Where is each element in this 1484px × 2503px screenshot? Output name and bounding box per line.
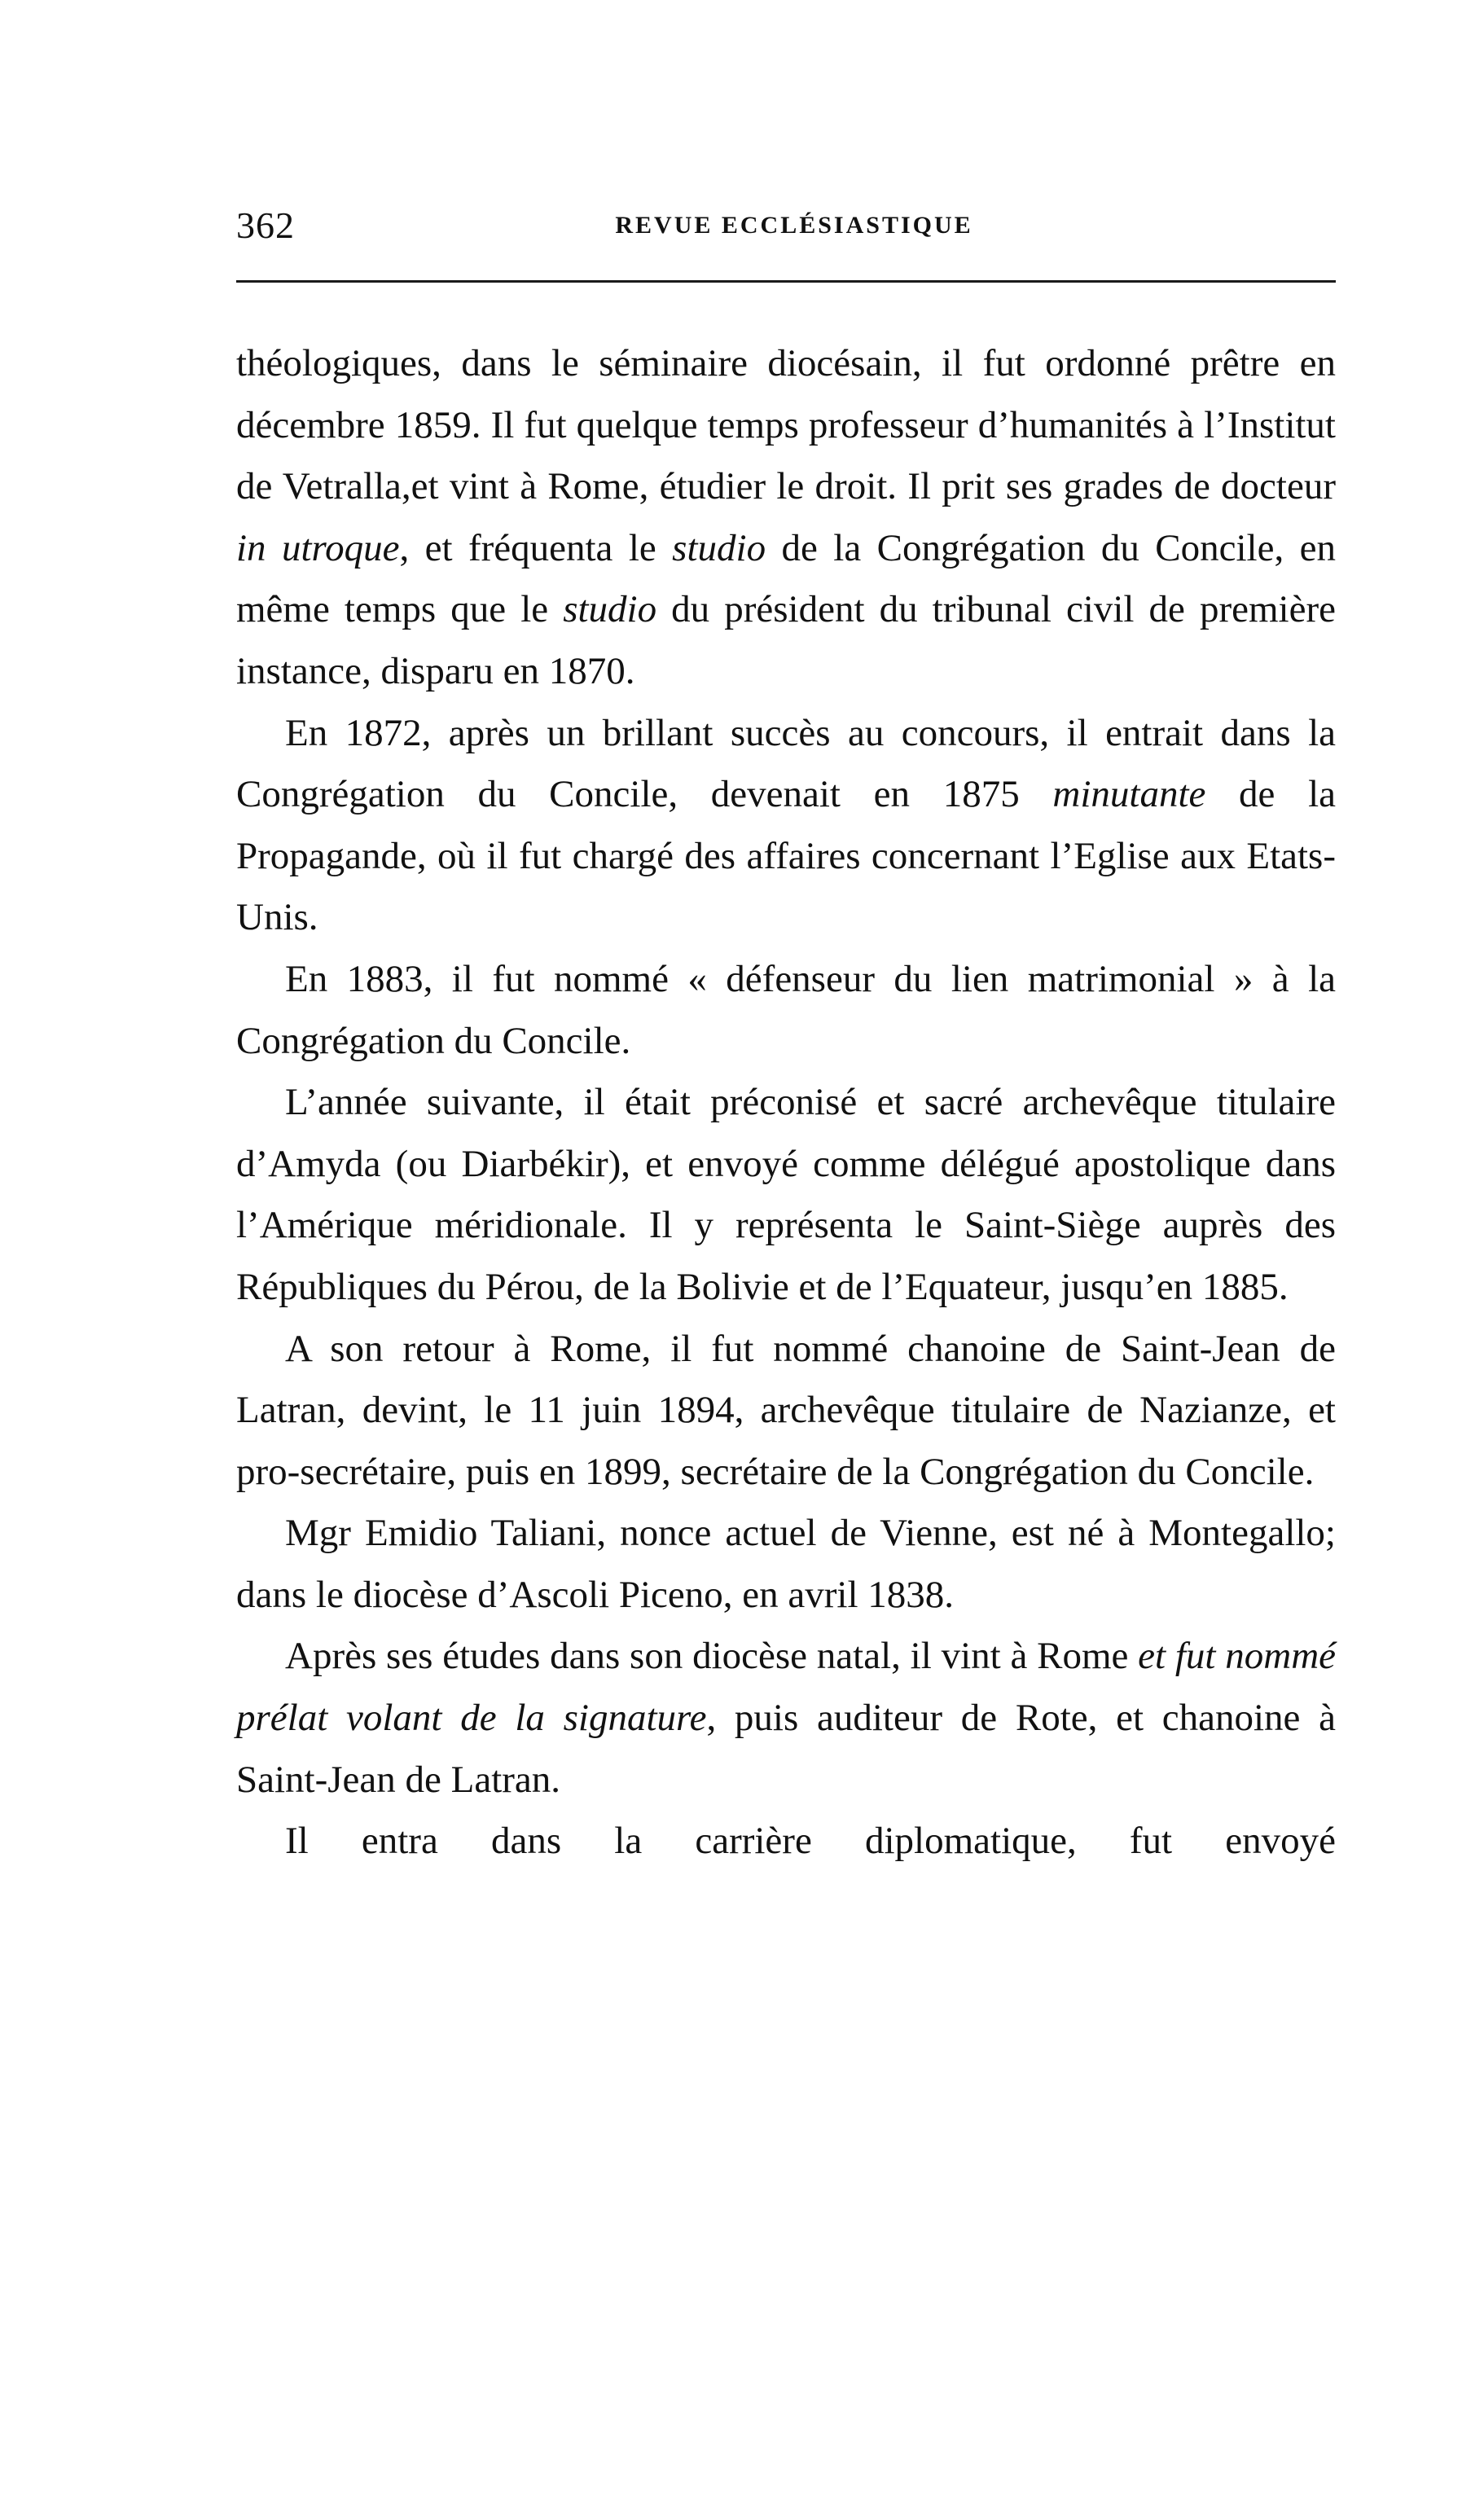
paragraph xyxy=(236,703,1336,949)
running-title: REVUE ECCLÉSIASTIQUE xyxy=(615,212,973,239)
body-text xyxy=(236,333,1336,1873)
text-run: Il entra dans la carrière diplomatique, fut envoyé xyxy=(285,1820,1336,1863)
document-page xyxy=(236,204,1336,1873)
italic-text: studio xyxy=(563,588,657,631)
paragraph xyxy=(236,1626,1336,1811)
paragraph xyxy=(236,333,1336,703)
text-run: de la Congrégation du Concile, en même temps que le xyxy=(236,526,1336,631)
paragraph xyxy=(236,1503,1336,1626)
text-run: Mgr Emidio Taliani, nonce actuel de Vienne, est né à Montegallo; dans le diocèse d’Ascoli Piceno, en avril 1838. xyxy=(236,1512,1336,1616)
text-run: Après ses études dans son diocèse natal, il vint à Rome xyxy=(285,1635,1139,1678)
text-run: L’année suivante, il était préconisé et sacré archevêque titulaire d’Amyda (ou Diarbékir), et envoyé comme délégué apostolique dans l’Amérique méridionale. Il y représenta le Saint-Siège auprès des Républiques du Pérou, de la Bolivie et de l’Equateur, jusqu’en 1885. xyxy=(236,1081,1336,1308)
paragraph xyxy=(236,1319,1336,1504)
italic-text: et fut nommé prélat volant de la signature xyxy=(236,1635,1336,1740)
text-run: En 1872, après un brillant succès au concours, il entrait dans la Congrégation du Concile, devenait en 1875 xyxy=(236,711,1336,816)
paragraph xyxy=(236,949,1336,1072)
header-rule xyxy=(236,280,1336,283)
paragraph xyxy=(236,1811,1336,1873)
text-run: A son retour à Rome, il fut nommé chanoine de Saint-Jean de Latran, devint, le 11 juin 1894, archevêque titulaire de Nazianze, et pro-secrétaire, puis en 1899, secrétaire de la Congrégation du Concile. xyxy=(236,1327,1336,1493)
text-run: du président du tribunal civil de première instance, disparu en 1870. xyxy=(236,588,1336,692)
page-number: 362 xyxy=(236,204,295,246)
italic-text: studio xyxy=(672,526,766,569)
text-run: de la Propagande, où il fut chargé des affaires concernant l’Eglise aux Etats-Unis. xyxy=(236,773,1337,939)
page-header xyxy=(236,204,1336,252)
text-run: théologiques, dans le séminaire diocésain, il fut ordonné prêtre en décembre 1859. Il fut quelque temps professeur d’humanités à l’Institut de Vetralla,et vint à Rome, étudier le droit. Il prit ses grades de docteur xyxy=(236,342,1336,508)
text-run: En 1883, il fut nommé « défenseur du lien matrimonial » à la Congrégation du Concile. xyxy=(236,957,1336,1062)
italic-text: in utroque xyxy=(236,526,400,569)
italic-text: minutante xyxy=(1052,773,1206,816)
text-run: , et fréquenta le xyxy=(399,526,673,569)
text-run: , puis auditeur de Rote, et chanoine à Saint-Jean de Latran. xyxy=(236,1697,1336,1801)
paragraph xyxy=(236,1072,1336,1318)
